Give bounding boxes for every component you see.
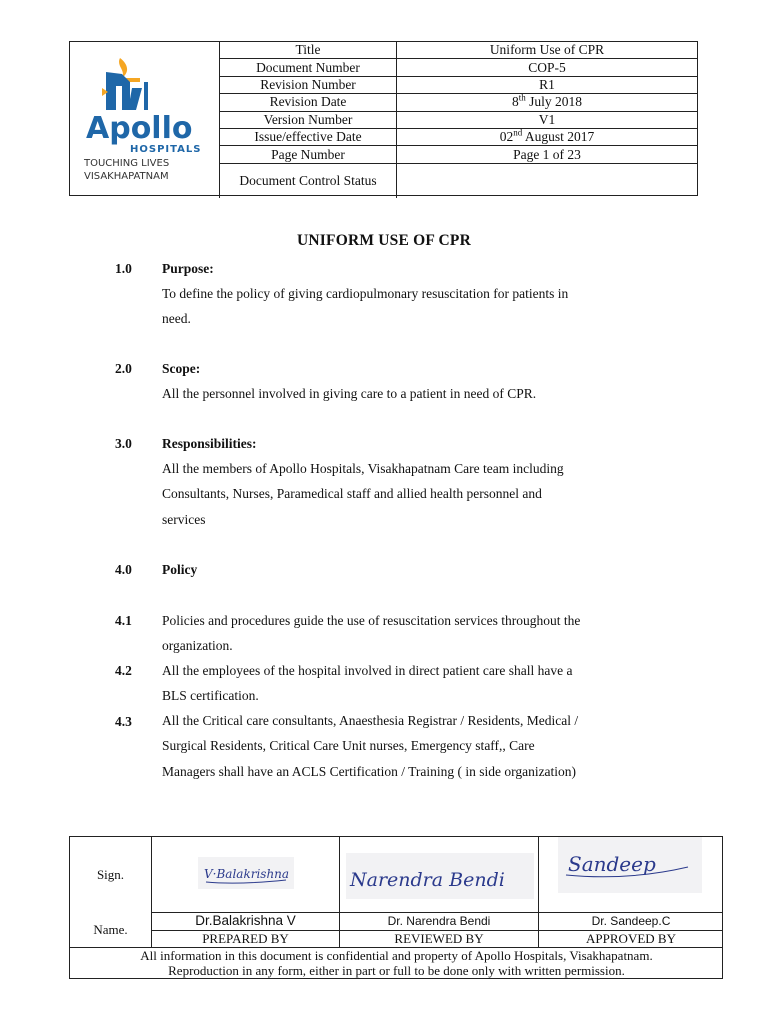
row-title <box>220 42 698 59</box>
title-label: Title <box>220 42 397 59</box>
document-number-value: COP-5 <box>397 59 698 76</box>
logo-cell <box>70 42 220 195</box>
row-issue-date <box>220 128 698 145</box>
page-number-label: Page Number <box>220 146 397 163</box>
apollo-hospitals-logo <box>82 52 210 182</box>
role-reviewed-by: REVIEWED BY <box>394 931 484 946</box>
signature-sandeep <box>558 837 702 893</box>
svg-text:V·Balakrishna: V·Balakrishna <box>204 867 290 881</box>
revision-number-label: Revision Number <box>220 76 397 93</box>
signature-balakrishna <box>198 857 294 889</box>
signature-narendra <box>346 853 534 899</box>
svg-text:Narendra Bendi: Narendra Bendi <box>350 869 505 891</box>
section-heading-policy: Policy <box>162 562 198 577</box>
name-label: Name. <box>93 922 128 937</box>
row-document-control-status <box>220 163 698 198</box>
name-reviewed: Dr. Narendra Bendi <box>387 914 491 928</box>
svg-text:TOUCHING LIVES: TOUCHING LIVES <box>84 158 170 169</box>
row-revision-number <box>220 76 698 93</box>
scope-text: All the personnel involved in giving care to a patient in need of CPR. <box>162 386 537 401</box>
document-control-status-value <box>397 163 698 198</box>
policy-4-1-text: Policies and procedures guide the use of resuscitation services throughout the organization. <box>162 613 581 654</box>
policy-4-3-text: All the Critical care consultants, Anaesthesia Registrar / Residents, Medical / Surgical Residents, Critical Care Unit nurses, Emergency staff,, Care Managers shall have an ACLS Certification / Training ( in side organization) <box>162 713 579 779</box>
svg-text:VISAKHAPATNAM: VISAKHAPATNAM <box>84 171 169 182</box>
handwritten-signature-2 <box>346 853 534 899</box>
name-prepared: Dr.Balakrishna V <box>195 913 296 928</box>
page-number-value: Page 1 of 23 <box>397 146 698 163</box>
responsibilities-text: All the members of Apollo Hospitals, Visakhapatnam Care team including Consultants, Nurses, Paramedical staff and allied health personnel and services <box>162 461 564 527</box>
row-version-number <box>220 111 698 128</box>
section-number-4-3: 4.3 <box>115 714 132 729</box>
revision-number-value: R1 <box>397 76 698 93</box>
title-value: Uniform Use of CPR <box>397 42 698 59</box>
document-control-status-label: Document Control Status <box>220 163 397 198</box>
name-approved: Dr. Sandeep.C <box>591 914 671 928</box>
version-number-value: V1 <box>397 111 698 128</box>
section-number-1: 1.0 <box>115 261 132 276</box>
signature-table <box>69 836 723 979</box>
issue-date-value: 02nd August 2017 <box>397 128 698 145</box>
revision-date-label: Revision Date <box>220 94 397 111</box>
policy-4-2-text: All the employees of the hospital involved in direct patient care shall have a BLS certification. <box>162 663 573 704</box>
section-number-3: 3.0 <box>115 436 132 451</box>
svg-text:Sandeep: Sandeep <box>568 852 656 876</box>
section-number-4-2: 4.2 <box>115 663 132 678</box>
sign-label: Sign. <box>96 867 125 882</box>
revision-date-value: 8th July 2018 <box>397 94 698 111</box>
handwritten-signature-1 <box>198 857 294 889</box>
confidentiality-note: All information in this document is confidential and property of Apollo Hospitals, Visakhapatnam. Reproduction in any form, either in part or full to be done only with written permission. <box>140 948 653 978</box>
row-page-number <box>220 146 698 163</box>
document-title: UNIFORM USE OF CPR <box>297 232 471 249</box>
row-document-number <box>220 59 698 76</box>
section-heading-responsibilities: Responsibilities: <box>162 436 257 451</box>
version-number-label: Version Number <box>220 111 397 128</box>
document-control-table <box>219 42 697 198</box>
handwritten-signature-3 <box>558 837 702 893</box>
role-prepared-by: PREPARED BY <box>202 931 289 946</box>
purpose-text: To define the policy of giving cardiopulmonary resuscitation for patients in need. <box>162 286 569 327</box>
role-approved-by: APPROVED BY <box>586 931 676 946</box>
document-header <box>69 41 698 196</box>
section-number-4-1: 4.1 <box>115 613 132 628</box>
svg-text:Apollo: Apollo <box>86 111 193 146</box>
document-number-label: Document Number <box>220 59 397 76</box>
section-number-2: 2.0 <box>115 361 132 376</box>
svg-text:HOSPITALS: HOSPITALS <box>130 144 202 155</box>
issue-date-label: Issue/effective Date <box>220 128 397 145</box>
row-revision-date <box>220 94 698 111</box>
section-heading-scope: Scope: <box>162 361 201 376</box>
section-heading-purpose: Purpose: <box>162 261 214 276</box>
section-number-4: 4.0 <box>115 562 132 577</box>
